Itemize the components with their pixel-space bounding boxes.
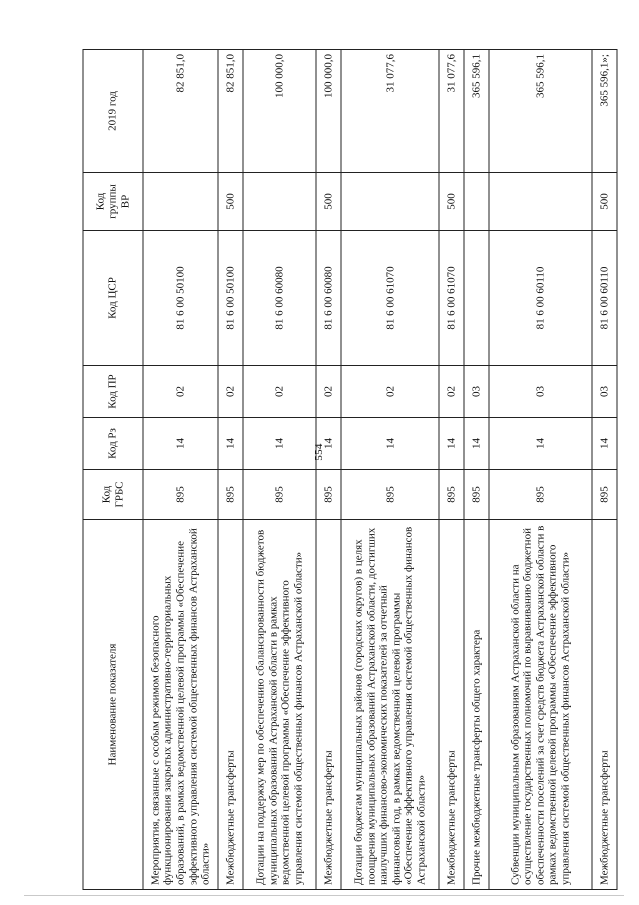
table-row (489, 50, 591, 890)
row-grbs: 895 (592, 470, 617, 520)
row-amount: 100 000,0 (316, 50, 341, 173)
table-row (243, 50, 316, 890)
row-rz: 14 (464, 418, 489, 470)
table-row (341, 50, 439, 890)
row-rz: 14 (316, 418, 341, 470)
row-rz: 14 (489, 418, 591, 470)
row-rz: 14 (592, 418, 617, 470)
row-vr (464, 173, 489, 231)
row-vr (243, 173, 316, 231)
table-row (439, 50, 464, 890)
header-csr: Код ЦСР (83, 231, 143, 366)
row-grbs: 895 (143, 470, 218, 520)
row-grbs: 895 (218, 470, 243, 520)
row-pr: 02 (218, 366, 243, 418)
row-csr: 81 6 00 50100 (143, 231, 218, 366)
row-name: Мероприятия, связанные с особым режимом безопасного функционирования закрытых административно-территориальных образований, в рамках ведомственной целевой программы «Обеспечение эффективного управления системой общественных финансов Астраханской области» (143, 520, 218, 890)
row-grbs: 895 (489, 470, 591, 520)
row-name: Прочие межбюджетные трансферты общего характера (464, 520, 489, 890)
header-grbs: Код ГРБС (83, 470, 143, 520)
row-grbs: 895 (341, 470, 439, 520)
row-pr: 02 (316, 366, 341, 418)
row-amount: 31 077,6 (341, 50, 439, 173)
row-grbs: 895 (439, 470, 464, 520)
row-name: Субвенции муниципальным образованиям Астраханской области на осуществление государственных полномочий по выравниванию бюджетной обеспеченности поселений за счет средств бюджета Астраханской области в рамках ведомственной целевой программы «Обеспечение эффективного управления системой общественных финансов Астраханской области» (489, 520, 591, 890)
header-pr: Код ПР (83, 366, 143, 418)
header-vr: Код группы ВР (83, 173, 143, 231)
table-row (464, 50, 489, 890)
table-header-row (83, 50, 143, 890)
header-rz: Код Рз (83, 418, 143, 470)
row-csr: 81 6 00 60110 (592, 231, 617, 366)
row-amount: 365 596,1 (489, 50, 591, 173)
row-pr: 02 (439, 366, 464, 418)
row-vr: 500 (218, 173, 243, 231)
row-csr (464, 231, 489, 366)
row-pr: 03 (464, 366, 489, 418)
row-pr: 03 (489, 366, 591, 418)
row-rz: 14 (341, 418, 439, 470)
row-vr (143, 173, 218, 231)
row-csr: 81 6 00 50100 (218, 231, 243, 366)
table-row (316, 50, 341, 890)
page-number: 554 (313, 443, 325, 461)
row-rz: 14 (143, 418, 218, 470)
row-csr: 81 6 00 60080 (243, 231, 316, 366)
row-pr: 02 (341, 366, 439, 418)
header-year: 2019 год (83, 50, 143, 173)
budget-table-container (83, 50, 618, 890)
table-row (218, 50, 243, 890)
row-rz: 14 (243, 418, 316, 470)
row-grbs: 895 (464, 470, 489, 520)
row-amount: 82 851,0 (143, 50, 218, 173)
row-name: Межбюджетные трансферты (439, 520, 464, 890)
row-vr: 500 (316, 173, 341, 231)
table-row (143, 50, 218, 890)
row-grbs: 895 (316, 470, 341, 520)
row-csr: 81 6 00 61070 (439, 231, 464, 366)
row-rz: 14 (218, 418, 243, 470)
row-name: Дотации бюджетам муниципальных районов (городских округов) в целях поощрения муниципальных образований Астраханской области, достигших наилучших финансово-экономических показателей за отчетный финансовый год, в рамках ведомственной целевой программы «Обеспечение эффективного управления системой общественных финансов Астраханской области» (341, 520, 439, 890)
row-csr: 81 6 00 60110 (489, 231, 591, 366)
row-name: Межбюджетные трансферты (218, 520, 243, 890)
row-name: Межбюджетные трансферты (592, 520, 617, 890)
row-pr: 02 (143, 366, 218, 418)
row-amount: 31 077,6 (439, 50, 464, 173)
row-pr: 02 (243, 366, 316, 418)
table-row (592, 50, 617, 890)
row-amount: 82 851,0 (218, 50, 243, 173)
row-amount: 100 000,0 (243, 50, 316, 173)
row-vr: 500 (592, 173, 617, 231)
header-name: Наименование показателя (83, 520, 143, 890)
row-vr (341, 173, 439, 231)
row-name: Межбюджетные трансферты (316, 520, 341, 890)
row-name: Дотации на поддержку мер по обеспечению сбалансированности бюджетов муниципальных образований Астраханской области в рамках ведомственной целевой программы «Обеспечение эффективного управления системой общественных финансов Астраханской области» (243, 520, 316, 890)
row-vr: 500 (439, 173, 464, 231)
row-grbs: 895 (243, 470, 316, 520)
row-amount: 365 596,1 (464, 50, 489, 173)
row-rz: 14 (439, 418, 464, 470)
budget-table (83, 49, 618, 890)
row-csr: 81 6 00 60080 (316, 231, 341, 366)
row-amount: 365 596,1»; (592, 50, 617, 173)
row-csr: 81 6 00 61070 (341, 231, 439, 366)
row-vr (489, 173, 591, 231)
page-edge-line (24, 895, 624, 896)
row-pr: 03 (592, 366, 617, 418)
